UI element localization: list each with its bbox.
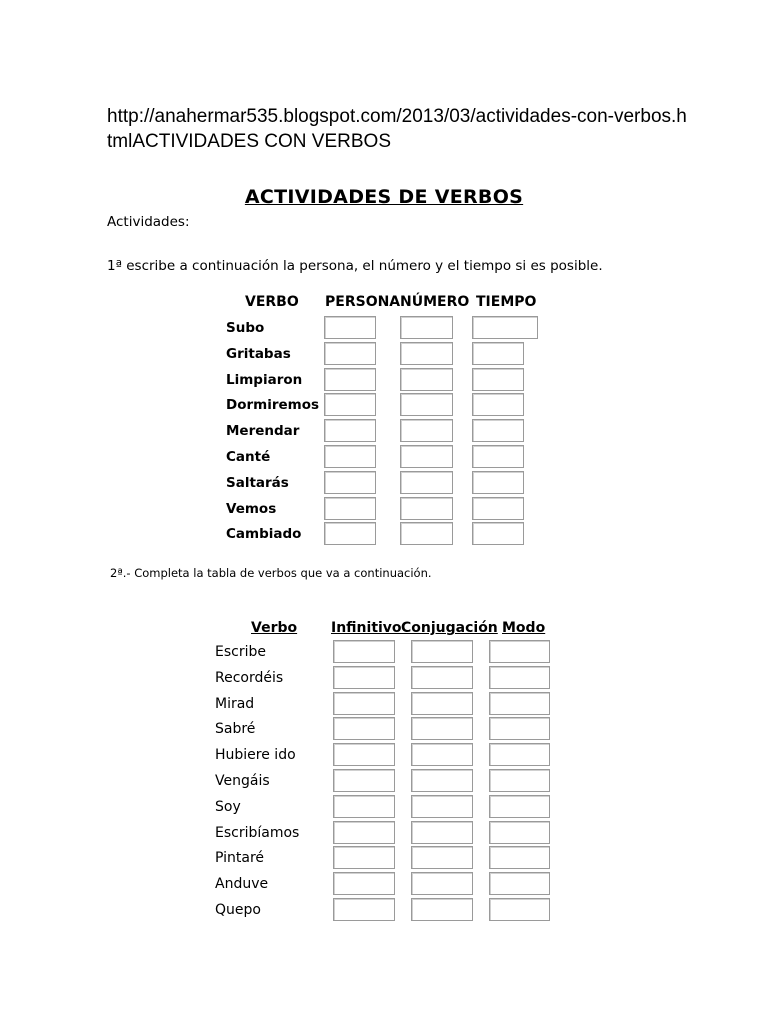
verb-label: Hubiere ido (215, 747, 296, 764)
answer-box-infinitivo[interactable] (333, 717, 395, 740)
answer-box-infinitivo[interactable] (333, 640, 395, 663)
activities-label: Actividades: (107, 214, 190, 230)
answer-box-conjugacion[interactable] (411, 666, 473, 689)
answer-box-infinitivo[interactable] (333, 666, 395, 689)
answer-box-conjugacion[interactable] (411, 692, 473, 715)
header-persona: PERSONA (325, 294, 401, 310)
answer-box-infinitivo[interactable] (333, 743, 395, 766)
verb-label: Canté (226, 449, 271, 465)
header-conjugacion: Conjugación (401, 620, 498, 636)
header-infinitivo: Infinitivo (331, 620, 402, 636)
header-modo: Modo (502, 620, 546, 636)
verb-label: Limpiaron (226, 371, 303, 388)
answer-box-conjugacion[interactable] (411, 795, 473, 818)
verb-label: Recordéis (215, 669, 284, 686)
header-verbo: VERBO (245, 294, 299, 310)
answer-box-infinitivo[interactable] (333, 872, 395, 895)
header-verbo-2: Verbo (251, 620, 298, 636)
answer-box-conjugacion[interactable] (411, 872, 473, 895)
verb-label: Dormiremos (226, 397, 320, 414)
verb-label: Cambiado (226, 526, 302, 543)
verb-label: Escribe (215, 644, 266, 660)
verb-label: Merendar (226, 423, 300, 440)
section1-instruction: 1ª escribe a continuación la persona, el número y el tiempo si es posible. (107, 258, 603, 274)
answer-box-conjugacion[interactable] (411, 769, 473, 792)
verb-label: Vengáis (215, 773, 270, 789)
verb-label: Subo (226, 320, 265, 336)
verb-label: Gritabas (226, 345, 291, 362)
answer-box-modo[interactable] (489, 898, 550, 921)
answer-box-conjugacion[interactable] (411, 743, 473, 766)
answer-box-modo[interactable] (489, 795, 550, 818)
verb-label: Saltarás (226, 474, 289, 491)
header-numero: NÚMERO (400, 294, 470, 310)
verb-label: Pintaré (215, 850, 265, 867)
answer-box-infinitivo[interactable] (333, 795, 395, 818)
page-title: ACTIVIDADES DE VERBOS (244, 186, 524, 208)
verb-label: Escribíamos (215, 824, 300, 841)
answer-box-modo[interactable] (489, 872, 550, 895)
answer-box-modo[interactable] (489, 821, 550, 844)
answer-box-conjugacion[interactable] (411, 717, 473, 740)
answer-box-conjugacion[interactable] (411, 640, 473, 663)
answer-box-modo[interactable] (489, 846, 550, 869)
answer-box-infinitivo[interactable] (333, 769, 395, 792)
verb-label: Sabré (215, 721, 256, 738)
header-tiempo: TIEMPO (476, 294, 537, 310)
answer-box-conjugacion[interactable] (411, 846, 473, 869)
verb-label: Anduve (215, 876, 269, 893)
answer-box-modo[interactable] (489, 717, 550, 740)
answer-box-modo[interactable] (489, 743, 550, 766)
answer-box-infinitivo[interactable] (333, 821, 395, 844)
answer-box-conjugacion[interactable] (411, 898, 473, 921)
source-url: http://anahermar535.blogspot.com/2013/03/actividades-con-verbos.htmlACTIVIDADES CON VERBOS (107, 106, 687, 152)
answer-box-modo[interactable] (489, 692, 550, 715)
verb-label: Soy (215, 798, 241, 815)
answer-box-infinitivo[interactable] (333, 692, 395, 715)
answer-box-infinitivo[interactable] (333, 846, 395, 869)
answer-box-modo[interactable] (489, 769, 550, 792)
section2-instruction: 2ª.- Completa la tabla de verbos que va a continuación. (110, 566, 432, 580)
verb-label: Vemos (226, 500, 277, 517)
answer-box-infinitivo[interactable] (333, 898, 395, 921)
answer-box-modo[interactable] (489, 666, 550, 689)
answer-box-conjugacion[interactable] (411, 821, 473, 844)
verb-label: Quepo (215, 902, 261, 918)
answer-box-modo[interactable] (489, 640, 550, 663)
verb-label: Mirad (215, 695, 255, 712)
